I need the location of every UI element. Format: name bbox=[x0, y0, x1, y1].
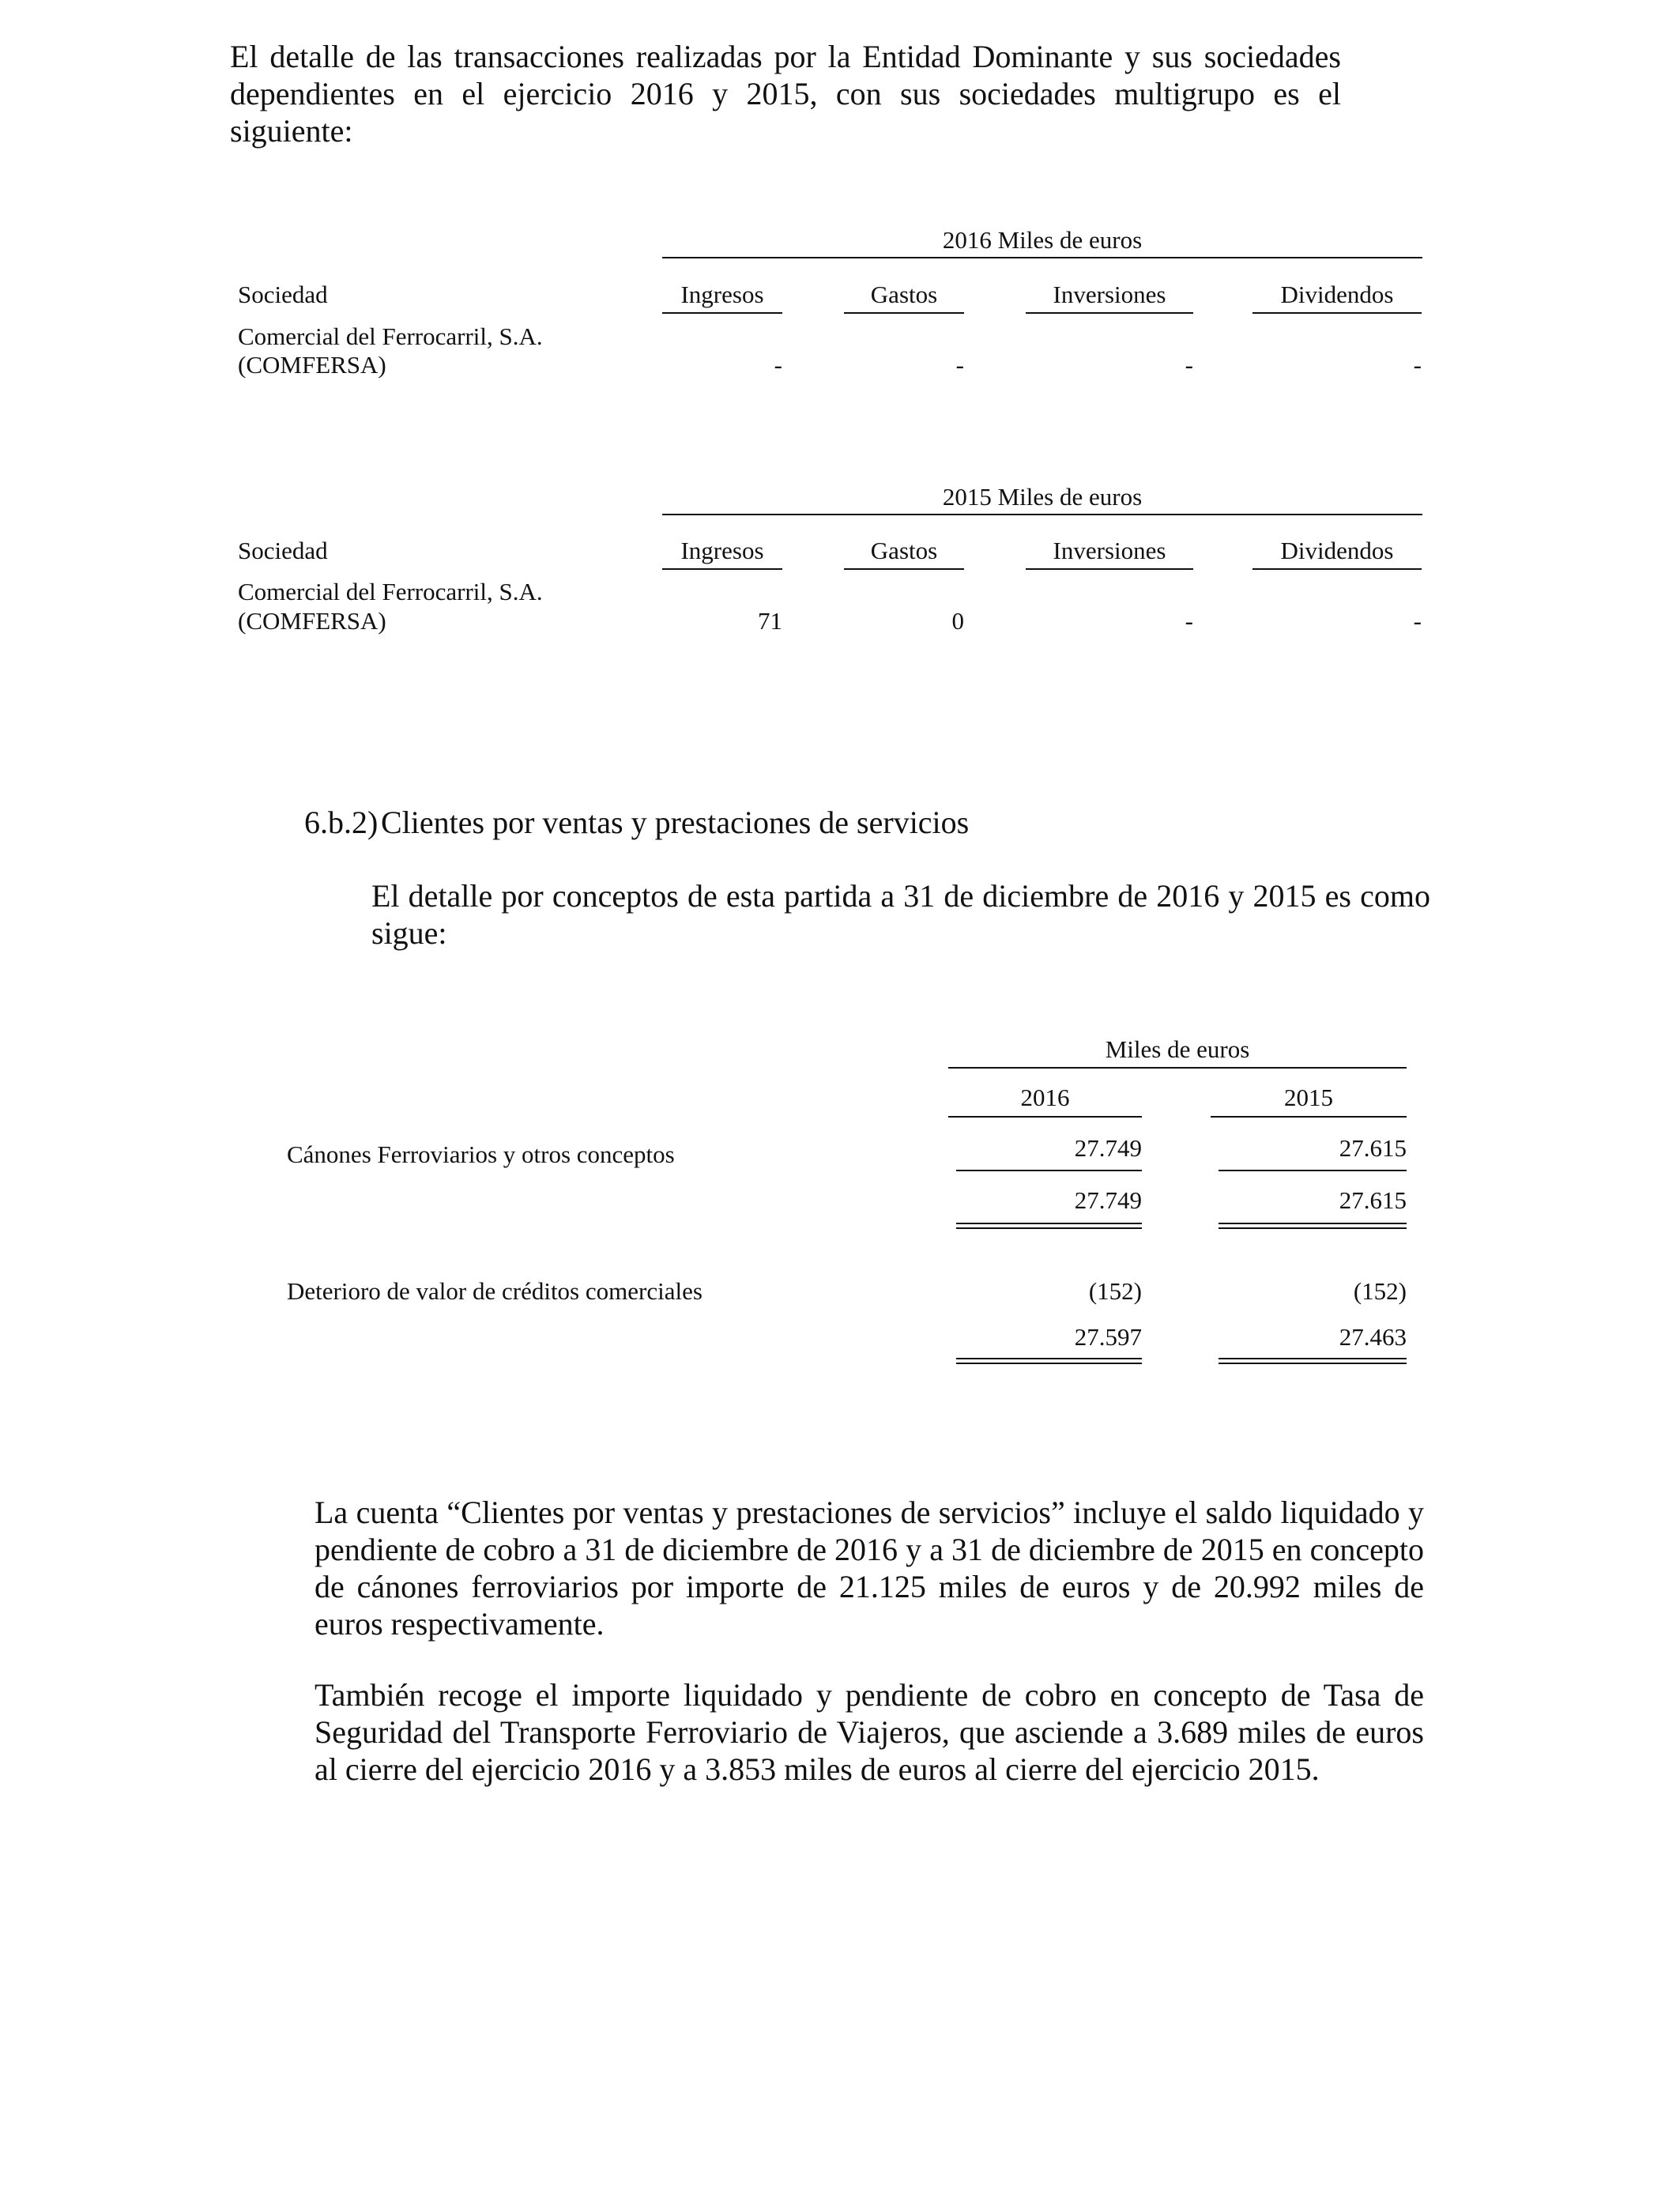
table-2016-header-dividendos: Dividendos bbox=[1252, 281, 1422, 314]
clients-table-year-2015-rule bbox=[1211, 1116, 1407, 1118]
table-2016-caption-rule bbox=[662, 257, 1422, 258]
clients-table-year-2015: 2015 bbox=[1284, 1084, 1333, 1111]
clients-row-total-double-rule-2015 bbox=[1219, 1358, 1407, 1364]
clients-row-canones-label: Cánones Ferroviarios y otros conceptos bbox=[287, 1140, 675, 1168]
clients-row-canones-2015: 27.615 bbox=[1339, 1134, 1407, 1162]
clients-row-total-2016: 27.597 bbox=[1074, 1323, 1142, 1351]
table-2015-header-ingresos: Ingresos bbox=[662, 537, 782, 570]
table-2016-value-dividendos: - bbox=[1413, 351, 1422, 379]
section-number: 6.b.2) bbox=[304, 805, 379, 840]
table-2016-header-gastos: Gastos bbox=[844, 281, 964, 314]
clients-row-total-2015: 27.463 bbox=[1339, 1323, 1407, 1351]
clients-table-caption-rule bbox=[948, 1067, 1407, 1069]
table-2016-value-gastos: - bbox=[955, 351, 964, 379]
clients-row-deterioro-2016: (152) bbox=[1088, 1277, 1142, 1305]
table-2016-company-line1: Comercial del Ferrocarril, S.A. bbox=[238, 322, 543, 350]
intro-paragraph: El detalle de las transacciones realizadas por la Entidad Dominante y sus sociedades dependientes en el ejercicio 2016 y 2015, con sus sociedades multigrupo es el siguiente: bbox=[230, 39, 1341, 149]
section-title: Clientes por ventas y prestaciones de servicios bbox=[381, 805, 970, 840]
paragraph-clientes: La cuenta “Clientes por ventas y prestaciones de servicios” incluye el saldo liquidado y pendiente de cobro a 31 de diciembre de 2016 y a 31 de diciembre de 2015 en concepto de cánones ferroviarios por importe de 21.125 miles de euros y de 20.992 miles de euros respectivamente. bbox=[315, 1495, 1424, 1642]
clients-row-subtotal-2016: 27.749 bbox=[1074, 1186, 1142, 1214]
table-2015-header-dividendos: Dividendos bbox=[1252, 537, 1422, 570]
table-2015-value-gastos: 0 bbox=[951, 607, 964, 635]
table-2016-header-sociedad: Sociedad bbox=[238, 281, 328, 308]
table-2015-value-inversiones: - bbox=[1185, 607, 1193, 635]
table-2015-header-sociedad: Sociedad bbox=[238, 537, 328, 564]
clients-row-canones-rule-2015 bbox=[1219, 1170, 1407, 1171]
clients-row-canones-rule-2016 bbox=[956, 1170, 1142, 1171]
section-intro: El detalle por conceptos de esta partida a 31 de diciembre de 2016 y 2015 es como sigue: bbox=[371, 878, 1430, 951]
clients-row-subtotal-2015: 27.615 bbox=[1339, 1186, 1407, 1214]
clients-table-year-2016: 2016 bbox=[1020, 1084, 1070, 1111]
table-2016-header-ingresos: Ingresos bbox=[662, 281, 782, 314]
table-2015-value-ingresos: 71 bbox=[758, 607, 782, 635]
table-2015-caption-rule bbox=[662, 514, 1422, 515]
clients-table-year-2016-rule bbox=[948, 1116, 1142, 1118]
table-2016-caption: 2016 Miles de euros bbox=[942, 226, 1143, 254]
clients-row-canones-2016: 27.749 bbox=[1074, 1134, 1142, 1162]
table-2016-value-ingresos: - bbox=[774, 351, 782, 379]
table-2016-company-line2: (COMFERSA) bbox=[238, 351, 386, 379]
clients-row-subtotal-double-rule-2016 bbox=[956, 1223, 1142, 1229]
table-2015-value-dividendos: - bbox=[1413, 607, 1422, 635]
table-2016-value-inversiones: - bbox=[1185, 351, 1193, 379]
table-2015-header-gastos: Gastos bbox=[844, 537, 964, 570]
clients-row-subtotal-double-rule-2015 bbox=[1219, 1223, 1407, 1229]
paragraph-tasa-seguridad: También recoge el importe liquidado y pendiente de cobro en concepto de Tasa de Seguridad del Transporte Ferroviario de Viajeros, que asciende a 3.689 miles de euros al cierre del ejercicio 2016 y a 3.853 miles de euros al cierre del ejercicio 2015. bbox=[315, 1677, 1424, 1787]
clients-row-deterioro-label: Deterioro de valor de créditos comerciales bbox=[287, 1277, 703, 1305]
table-2015-company-line2: (COMFERSA) bbox=[238, 607, 386, 635]
clients-row-deterioro-2015: (152) bbox=[1353, 1277, 1407, 1305]
table-2016-header-inversiones: Inversiones bbox=[1026, 281, 1193, 314]
table-2015-caption: 2015 Miles de euros bbox=[942, 483, 1143, 511]
clients-table-caption: Miles de euros bbox=[1105, 1035, 1250, 1063]
table-2015-header-inversiones: Inversiones bbox=[1026, 537, 1193, 570]
clients-row-total-double-rule-2016 bbox=[956, 1358, 1142, 1364]
table-2015-company-line1: Comercial del Ferrocarril, S.A. bbox=[238, 578, 543, 605]
